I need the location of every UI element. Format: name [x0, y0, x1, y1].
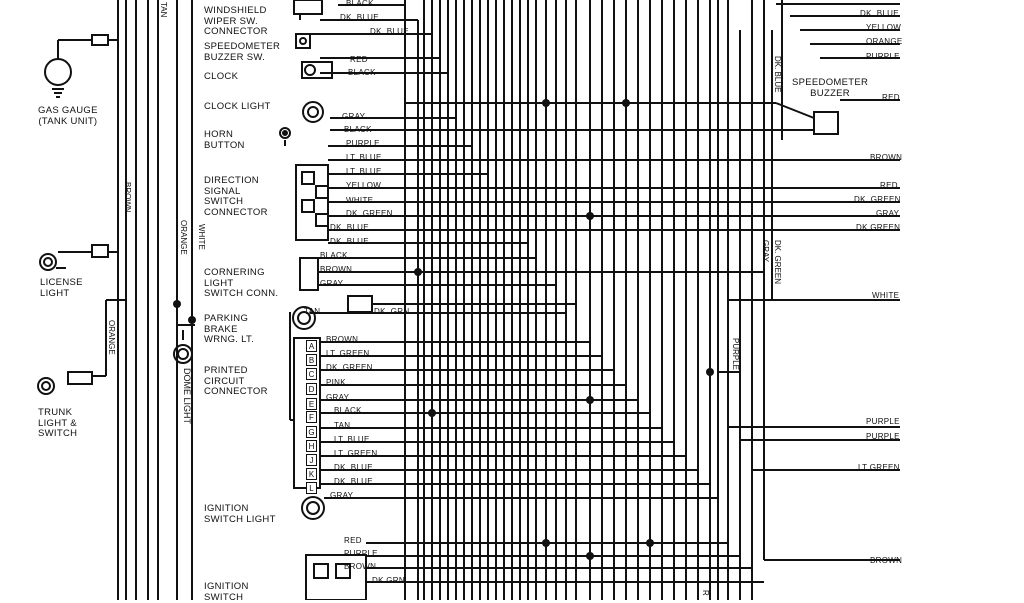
gray-vertical-label: GRAY: [761, 240, 770, 263]
parking-brake-label: PARKING BRAKE WRNG. LT.: [204, 313, 255, 345]
right-wire-label: DK. BLUE: [860, 9, 899, 18]
white-trunk-label: WHITE: [197, 224, 206, 250]
connector-pin: D: [306, 383, 317, 395]
right-wire-label: BROWN: [870, 556, 903, 565]
right-wire-label: PURPLE: [866, 432, 900, 441]
license-light-label: LICENSE LIGHT: [40, 277, 83, 299]
wire-label: DK. BLUE: [330, 223, 369, 232]
wire-label: YELLOW: [346, 181, 382, 190]
wire-label: PURPLE: [346, 139, 380, 148]
connector-pin: K: [306, 468, 317, 480]
right-wire-label: DK. GREEN: [854, 195, 901, 204]
right-wire-label: DK.GREEN: [856, 223, 901, 232]
orange-trunk-label-2: ORANGE: [107, 320, 116, 355]
purple-vertical-label: PURPLE: [731, 338, 740, 371]
orange-trunk-label: ORANGE: [179, 220, 188, 255]
right-wire-label: YELLOW: [866, 23, 902, 32]
wire-label: LT. GREEN: [326, 349, 370, 358]
wire-label: LT. BLUE: [346, 153, 382, 162]
connector-pin: B: [306, 354, 317, 366]
wire-label: BLACK: [320, 251, 348, 260]
connector-pin: H: [306, 440, 317, 452]
wire-label: BROWN: [344, 562, 377, 571]
wire-label: BLACK: [346, 0, 374, 8]
cornering-light-label: CORNERING LIGHT SWITCH CONN.: [204, 267, 279, 299]
wire-label: LT. GREEN: [334, 449, 378, 458]
gas-gauge-label: GAS GAUGE (TANK UNIT): [38, 105, 98, 127]
wire-label: PURPLE: [344, 549, 378, 558]
ignition-switch-label: IGNITION SWITCH: [204, 581, 249, 603]
connector-pin: L: [306, 482, 317, 494]
wire-label: BROWN: [320, 265, 353, 274]
wire-label: LT. BLUE: [346, 167, 382, 176]
ignition-switch-light-label: IGNITION SWITCH LIGHT: [204, 503, 276, 525]
connector-pin: G: [306, 426, 317, 438]
wire-label: WHITE: [346, 196, 374, 205]
right-wire-label: PURPLE: [866, 52, 900, 61]
wire-label: BLACK: [334, 406, 362, 415]
wire-label: GRAY: [342, 112, 366, 121]
dk-green-vertical-label: DK. GREEN: [773, 240, 782, 285]
connector-pin: A: [306, 340, 317, 352]
wire-label: BLACK: [348, 68, 376, 77]
speedometer-buzzer-label: SPEEDOMETER BUZZER: [792, 77, 869, 99]
wire-label: DK. GREEN: [346, 209, 393, 218]
trunk-light-label: TRUNK LIGHT & SWITCH: [38, 407, 78, 439]
wire-label: BLACK: [344, 125, 372, 134]
wire-label: DK.GRN.: [372, 576, 408, 585]
wire-label: GRAY: [330, 491, 354, 500]
wire-label: GRAY: [326, 393, 350, 402]
printed-circuit-label: PRINTED CIRCUIT CONNECTOR: [204, 365, 268, 397]
right-wire-label: RED: [882, 93, 900, 102]
horn-button-label: HORN BUTTON: [204, 129, 245, 151]
wire-label: BROWN: [326, 335, 359, 344]
wire-label: GRAY: [320, 279, 344, 288]
dk-blue-vertical-label: DK. BLUE: [773, 56, 782, 93]
wire-label: DK. BLUE: [330, 237, 369, 246]
wire-label: DK. BLUE: [334, 463, 373, 472]
connector-pin: J: [306, 454, 317, 466]
speedometer-buzzer-sw-label: SPEEDOMETER BUZZER SW.: [204, 41, 281, 63]
wire-label: PINK: [326, 378, 346, 387]
right-wire-label: BROWN: [870, 153, 903, 162]
right-wire-label: WHITE: [872, 291, 900, 300]
wire-label: DK. GRN.: [374, 307, 412, 316]
wire-label: DK. BLUE: [370, 27, 409, 36]
wire-label: DK. GREEN: [326, 363, 373, 372]
right-wire-label: ORANGE: [866, 37, 903, 46]
wire-label: RED: [344, 536, 362, 545]
direction-signal-label: DIRECTION SIGNAL SWITCH CONNECTOR: [204, 175, 268, 218]
right-wire-label: RED: [880, 181, 898, 190]
brown-trunk-label: BROWN: [123, 182, 132, 213]
wire-label: DK. BLUE: [340, 13, 379, 22]
dome-light-label: DOME LIGHT: [182, 368, 192, 425]
wire-label: TAN: [304, 307, 321, 316]
wire-label: LT. BLUE: [334, 435, 370, 444]
wire-label: RED: [350, 55, 368, 64]
right-wire-label: PURPLE: [866, 417, 900, 426]
right-wire-label: LT GREEN: [858, 463, 900, 472]
wire-label: TAN: [334, 421, 351, 430]
clock-light-label: CLOCK LIGHT: [204, 101, 271, 112]
wire-label: DK. BLUE: [334, 477, 373, 486]
right-wire-label: GRAY: [876, 209, 900, 218]
clock-label: CLOCK: [204, 71, 239, 82]
connector-pin: C: [306, 368, 317, 380]
connector-pin: E: [306, 398, 317, 410]
r-vertical-label: R: [701, 590, 710, 596]
windshield-wiper-label: WINDSHIELD WIPER SW. CONNECTOR: [204, 5, 268, 37]
connector-pin: F: [306, 411, 317, 423]
tan-trunk-label: TAN: [159, 2, 168, 18]
